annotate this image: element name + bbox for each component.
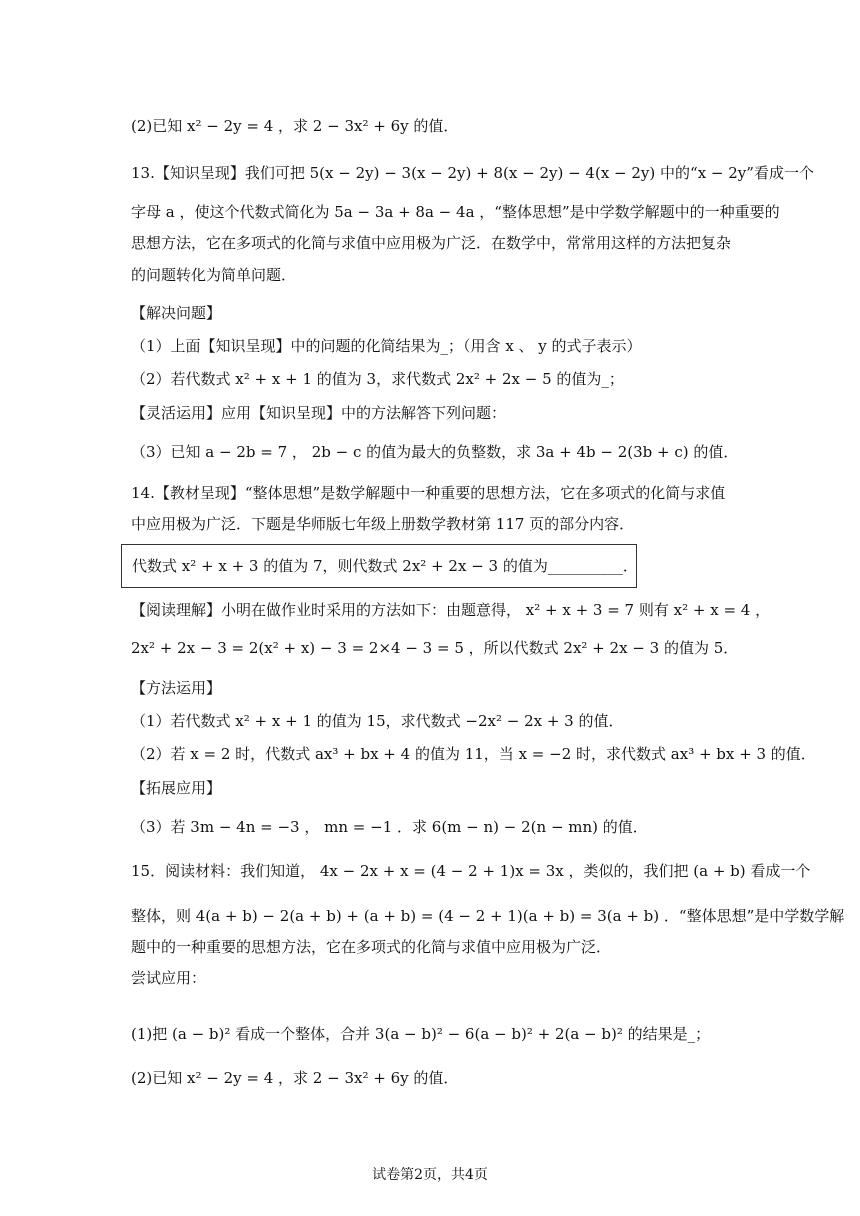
q14-part1: （1）若代数式 x² + x + 1 的值为 15，求代数式 −2x² − 2x + 3 的值． xyxy=(131,712,624,730)
q14-reading-calc: 2x² + 2x − 3 = 2(x² + x) − 3 = 2×4 − 3 = 5 ，所以代数式 2x² + 2x − 3 的值为 5． xyxy=(131,639,739,657)
boxed-textbook-question xyxy=(121,544,637,588)
q13-line2: 字母 a ，使这个代数式简化为 5a − 3a + 8a − 4a ，“整体思想”是中学数学解题中的一种重要的 xyxy=(131,203,780,221)
q15-line1: 15．阅读材料：我们知道， 4x − 2x + x = (4 − 2 + 1)x = 3x ，类似的，我们把 (a + b) 看成一个 xyxy=(131,862,811,880)
q13-line3: 思想方法，它在多项式的化简与求值中应用极为广泛．在数学中，常常用这样的方法把复杂 xyxy=(131,234,732,252)
q14-part2: （2）若 x = 2 时，代数式 ax³ + bx + 4 的值为 11，当 x = −2 时，求代数式 ax³ + bx + 3 的值． xyxy=(131,745,816,763)
q13-part2: （2）若代数式 x² + x + 1 的值为 3，求代数式 2x² + 2x − 5 的值为_； xyxy=(131,370,624,388)
q13-part1: （1）上面【知识呈现】中的问题的化简结果为_；（用含 x 、 y 的式子表示） xyxy=(131,337,642,355)
q13-line1: 13.【知识呈现】我们可把 5(x − 2y) − 3(x − 2y) + 8(x − 2y) − 4(x − 2y) 中的“x − 2y”看成一个 xyxy=(131,164,814,182)
page-footer: 试卷第2页，共4页 xyxy=(372,1167,488,1183)
q15-line2: 整体，则 4(a + b) − 2(a + b) + (a + b) = (4 − 2 + 1)(a + b) = 3(a + b) ．“整体思想”是中学数学解 xyxy=(131,907,845,925)
boxed-question-text: 代数式 x² + x + 3 的值为 7，则代数式 2x² + 2x − 3 的值为__________． xyxy=(132,557,638,575)
section-heading: 【拓展应用】 xyxy=(131,779,222,797)
section-heading: 【解决问题】 xyxy=(131,304,222,322)
q15-part2: (2)已知 x² − 2y = 4 ，求 2 − 3x² + 6y 的值． xyxy=(131,1069,459,1087)
q14-reading: 【阅读理解】小明在做作业时采用的方法如下：由题意得， x² + x + 3 = 7 则有 x² + x = 4 ， xyxy=(131,601,771,619)
q12-part2: (2)已知 x² − 2y = 4 ，求 2 − 3x² + 6y 的值． xyxy=(131,117,459,135)
section-heading: 【方法运用】 xyxy=(131,679,222,697)
q15-part1: (1)把 (a − b)² 看成一个整体，合并 3(a − b)² − 6(a − b)² + 2(a − b)² 的结果是_； xyxy=(131,1025,711,1043)
q13-line4: 的问题转化为简单问题． xyxy=(131,266,297,284)
q13-part3: （3）已知 a − 2b = 7 ， 2b − c 的值为最大的负整数，求 3a + 4b − 2(3b + c) 的值． xyxy=(131,443,739,461)
q14-part3: （3）若 3m − 4n = −3 ， mn = −1 ．求 6(m − n) − 2(n − mn) 的值． xyxy=(131,818,648,836)
q14-line2: 中应用极为广泛．下题是华师版七年级上册数学教材第 117 页的部分内容． xyxy=(131,515,635,533)
q14-line1: 14.【教材呈现】“整体思想”是数学解题中一种重要的思想方法，它在多项式的化简与求值 xyxy=(131,484,726,502)
q15-line3: 题中的一种重要的思想方法，它在多项式的化简与求值中应用极为广泛． xyxy=(131,938,612,956)
section-heading: 【灵活运用】应用【知识呈现】中的方法解答下列问题： xyxy=(131,404,507,422)
q15-try-heading: 尝试应用： xyxy=(131,969,207,987)
